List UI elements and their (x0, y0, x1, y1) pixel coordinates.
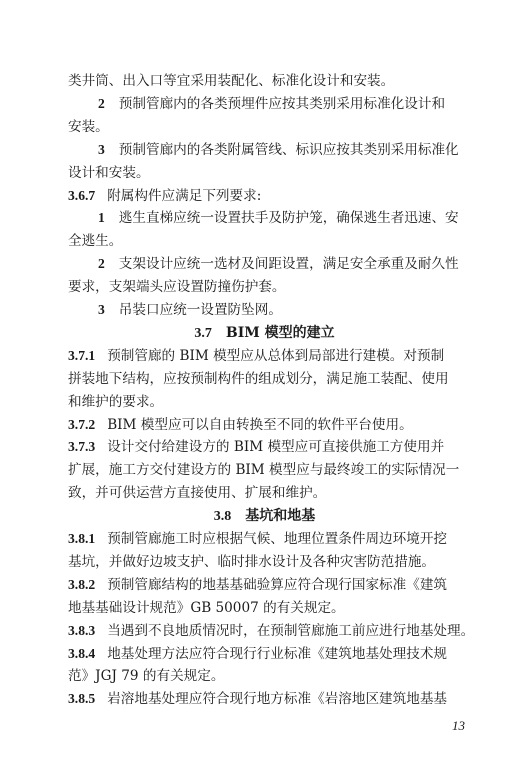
text-line (0, 370, 529, 388)
clause-number: 3.8.1 (68, 531, 96, 546)
clause-number: 3.7.1 (68, 347, 96, 363)
clause-text: 地基基础设计规范》GB 50007 的有关规定。 (68, 599, 345, 616)
text-line (0, 484, 529, 502)
section-title: BIM 模型的建立 (225, 324, 335, 341)
clause-number: 3.8.5 (68, 691, 96, 707)
text-line (0, 95, 529, 113)
text-line (0, 255, 529, 273)
clause-text: 支架设计应统一选材及间距设置，满足安全承重及耐久性 (118, 256, 459, 273)
clause-text: 设计交付给建设方的 BIM 模型应可直接供施工方使用并 (107, 439, 445, 456)
text-line (0, 438, 529, 456)
clause-text: 预制管廊的 BIM 模型应从总体到局部进行建模。对预制 (107, 347, 445, 364)
clause-text: 安装。 (68, 118, 109, 135)
clause-text: 预制管廊内的各类附属管线、标识应按其类别采用标准化 (118, 141, 459, 158)
clause-text: 要求，支架端头应设置防撞伤护套。 (68, 279, 286, 296)
text-line (0, 530, 529, 548)
text-line (0, 72, 529, 90)
text-line (0, 141, 529, 159)
clause-text: 致，并可供运营方直接使用、扩展和维护。 (68, 485, 327, 502)
text-line (0, 393, 529, 411)
clause-text: 基坑，并做好边坡支护、临时排水设计及各种灾害防范措施。 (68, 553, 436, 570)
clause-text: 吊装口应统一设置防坠网。 (118, 302, 282, 318)
text-line (0, 645, 529, 663)
text-line (0, 622, 529, 640)
text-line (0, 416, 529, 434)
clause-text: 预制管廊施工时应根据气候、地理位置条件周边环境开挖 (107, 531, 448, 547)
text-line (0, 209, 529, 227)
text-line (0, 232, 529, 250)
clause-text: 类井筒、出入口等宜采用装配化、标准化设计和安装。 (68, 73, 395, 89)
clause-number: 3.8.3 (68, 622, 96, 638)
clause-text: 逃生直梯应统一设置扶手及防护笼，确保逃生者迅速、安 (118, 210, 459, 227)
section-heading (0, 324, 529, 343)
section-number: 3.7 (194, 325, 212, 341)
clause-number: 1 (98, 210, 105, 226)
clause-text: 范》JGJ 79 的有关规定。 (68, 668, 225, 685)
clause-text: 岩溶地基处理应符合现行地方标准《岩溶地区建筑地基基 (107, 691, 448, 708)
text-line (0, 164, 529, 182)
clause-number: 2 (98, 95, 105, 111)
text-line (0, 576, 529, 594)
clause-number: 3 (98, 302, 105, 317)
section-heading (0, 507, 529, 526)
text-line (0, 301, 529, 319)
section-number: 3.8 (213, 509, 232, 525)
text-line (0, 278, 529, 296)
text-line (0, 667, 529, 685)
clause-text: 当遇到不良地质情况时，在预制管廊施工前应进行地基处理。 (107, 622, 475, 639)
clause-text: 扩展，施工方交付建设方的 BIM 模型应与最终竣工的实际情况一 (68, 462, 460, 479)
clause-text: 附属构件应满足下列要求: (107, 187, 262, 204)
text-line (0, 118, 529, 136)
text-line (0, 599, 529, 617)
clause-number: 3.8.2 (68, 576, 96, 592)
clause-number: 3 (98, 141, 105, 157)
section-title: 基坑和地基 (245, 508, 316, 525)
text-line (0, 690, 529, 708)
clause-text: 设计和安装。 (68, 164, 150, 181)
clause-text: 和维护的要求。 (68, 393, 164, 410)
clause-text: 拼装地下结构，应按预制构件的组成划分，满足施工装配、使用 (68, 370, 449, 387)
clause-text: 全逃生。 (68, 233, 123, 250)
text-line (0, 553, 529, 571)
text-line (0, 461, 529, 479)
clause-text: 预制管廊结构的地基基础验算应符合现行国家标准《建筑 (107, 576, 448, 593)
page-number: 13 (452, 718, 465, 733)
clause-number: 3.7.3 (68, 439, 96, 455)
clause-number: 3.8.4 (68, 645, 96, 661)
text-line (0, 347, 529, 365)
clause-number: 2 (98, 256, 105, 272)
clause-text: BIM 模型应可以自由转换至不同的软件平台使用。 (107, 416, 413, 433)
clause-text: 地基处理方法应符合现行行业标准《建筑地基处理技术规 (107, 645, 448, 662)
text-line (0, 187, 529, 205)
clause-number: 3.6.7 (68, 187, 96, 203)
clause-text: 预制管廊内的各类预埋件应按其类别采用标准化设计和 (118, 95, 446, 112)
clause-number: 3.7.2 (68, 416, 96, 432)
